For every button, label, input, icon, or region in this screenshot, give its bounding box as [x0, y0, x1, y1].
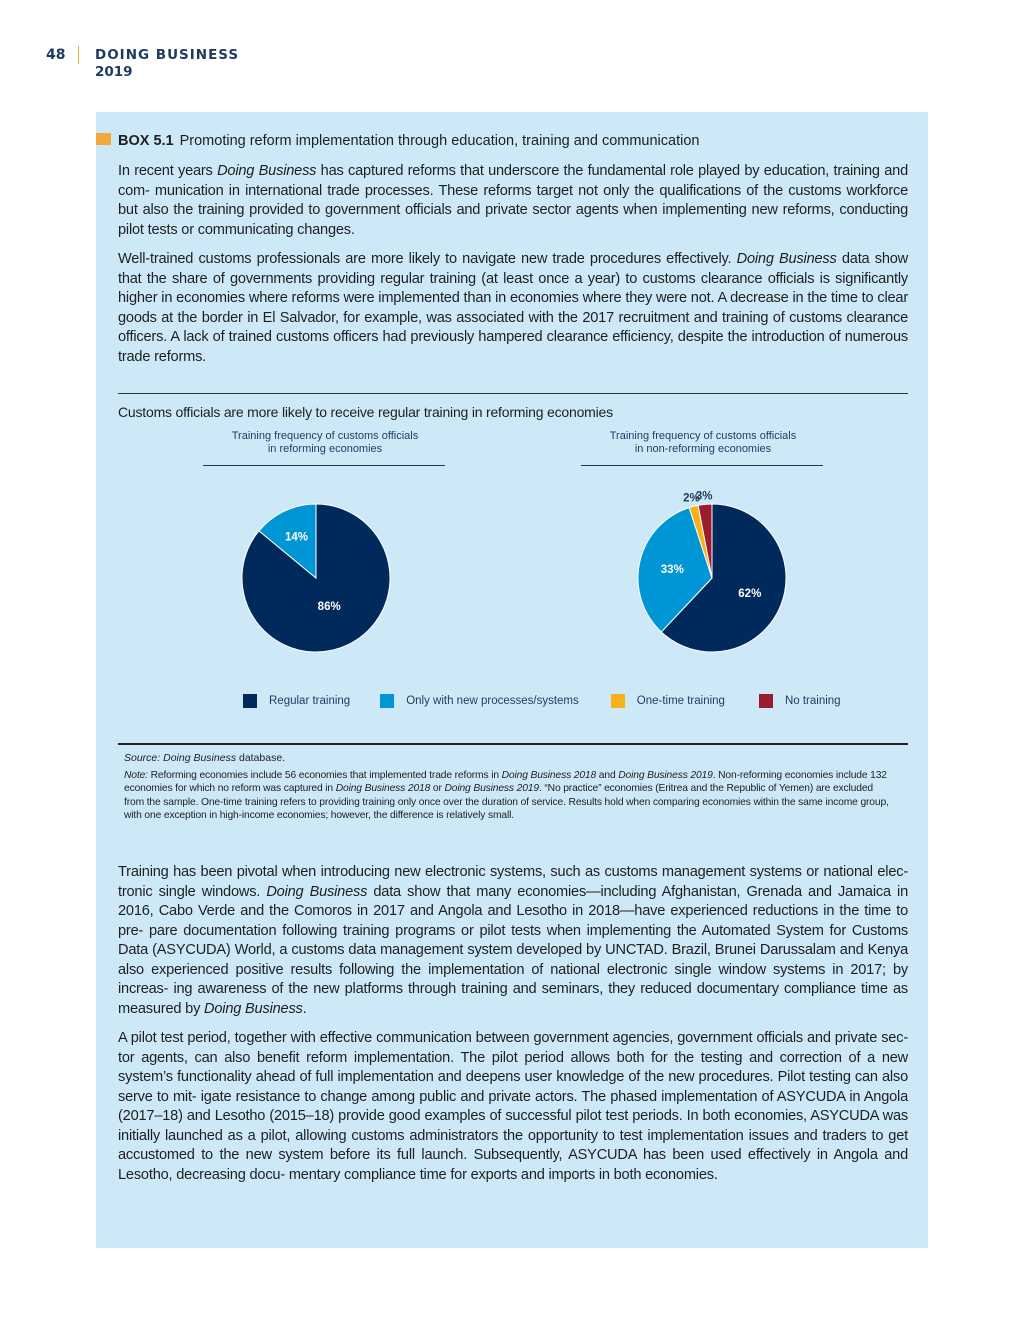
legend-item-regular-training	[243, 694, 350, 708]
figure-note	[124, 769, 890, 823]
figure-title: Customs officials are more likely to receive regular training in reforming economies	[118, 404, 613, 420]
note-label: Note:	[124, 770, 148, 781]
legend-label-one-time: One-time training	[636, 695, 725, 707]
publication-title: DOING BUSINESS	[95, 47, 240, 63]
legend-item-new-processes	[380, 694, 579, 708]
legend-item-one-time	[611, 694, 725, 708]
note-text-i: . “No practice” economies (Eritrea and the Republic of Yemen) are excluded from the sample. One-time training refers to providing training only once over the duration of service. Results hold when comparing economies within the same income group, with one exception in high-income economies; however, the difference is relatively small.	[124, 783, 889, 822]
paragraph-1	[118, 162, 908, 240]
paragraph-3-italic-2: Doing Business	[204, 1000, 303, 1017]
pie-2-caption-line-1: Training frequency of customs officials	[609, 430, 797, 442]
paragraph-2-text-a: Well-trained customs professionals are more likely to navigate new trade procedures effectively.	[118, 251, 737, 267]
legend-swatch-no-training	[759, 694, 773, 708]
legend-item-no-training	[759, 694, 841, 708]
source-label: Source:	[124, 752, 161, 764]
box-marker	[96, 133, 111, 145]
chart-legend	[243, 694, 841, 708]
box-label: BOX 5.1	[118, 133, 174, 149]
note-text-c: and	[596, 770, 619, 781]
pie-label-regular-training: 62%	[738, 588, 762, 600]
pie-label-no-training: 3%	[695, 490, 713, 503]
paragraph-1-text-a: In recent years	[118, 163, 218, 179]
pie-label-regular-training: 86%	[317, 601, 341, 614]
pie-2-caption	[582, 430, 824, 456]
page-header	[46, 46, 239, 81]
page-number: 48	[46, 47, 66, 63]
note-text-d: Doing Business 2019	[618, 770, 713, 781]
paragraph-2-text-c: data show that the share of governments providing regular training (at least once a year) to customs clearance officials is significantly higher in economies where reforms were implemented than in economies where they were not. A decrease in the time to clear goods at the border in El Salvador, for example, was associated with the 2017 recruitment and training of customs clearance officers. A lack of trained customs officers had previously hampered clearance efficiency, despite the introduction of numerous trade reforms.	[118, 251, 908, 365]
paragraph-1-text-c: has captured reforms that underscore the fundamental role played by education, training and com- munication in international trade processes. These reforms target not only the qualifications of the customs workforce but also the training provided to government officials and private sector agents when implementing new reforms, conducting pilot tests or communicating changes.	[118, 163, 908, 238]
pie-chart-reforming	[242, 504, 390, 652]
paragraph-3	[118, 863, 908, 1019]
figure-bottom-rule	[118, 743, 908, 745]
source-rest: database.	[236, 752, 286, 764]
pie-1-caption-rule	[203, 465, 445, 466]
note-text-g: or	[430, 783, 445, 795]
pie-label-only-with-new-processes-systems: 33%	[660, 564, 684, 577]
legend-label-regular: Regular training	[269, 695, 351, 707]
pie-1-caption-line-1: Training frequency of customs officials	[231, 430, 419, 442]
legend-label-no-training: No training	[784, 695, 841, 707]
note-text-a: Reforming economies include 56 economies that implemented trade reforms in	[147, 770, 502, 781]
legend-label-new-processes: Only with new processes/systems	[406, 695, 579, 707]
note-text-e: . Non-reforming economies include 132 economies for which no reform was captured in	[124, 770, 887, 795]
pie-charts	[96, 470, 928, 680]
paragraph-3-text-c: data show that many economies—including Afghanistan, Grenada and Jamaica in 2016, Cabo Verde and the Comoros in 2017 and Angola and Lesotho in 2018—have experienced reductions in the time to pre- pare documentation following training programs or pilot tests when implementing the Automated System for Customs Data (ASYCUDA) World, a customs data management system developed by UNCTAD. Brazil, Brunei Darussalam and Kenya also experienced positive results following the implementation of national electronic single window systems in 2017; by increas- ing awareness of the new platforms through training and seminars, they reduced documentary compliance time as measured by	[118, 883, 909, 1017]
note-text-h: Doing Business 2019	[444, 783, 539, 795]
box-heading: Promoting reform implementation through education, training and communication	[179, 133, 700, 149]
paragraph-4: A pilot test period, together with effective communication between government agencies, government officials and private sec- tor agents, can also benefit reform implementation. The pilot period allows both for the testing and correction of a new system’s functionality ahead of full implementation and deepens user knowledge of the new procedures. Pilot testing can also serve to mit- igate resistance to change among public and private actors. The phased implementation of ASYCUDA in Angola (2017–18) and Lesotho (2015–18) provide good examples of successful pilot test periods. In both economies, ASYCUDA was initially launched as a pilot, allowing customs administrators the opportunity to test implementation issues and traders to get accustomed to the new system before its full launch. Subsequently, ASYCUDA has been used effectively in Angola and Lesotho, decreasing docu- mentary compliance time for exports and imports in both economies.	[118, 1030, 908, 1183]
box-title	[118, 133, 699, 149]
legend-swatch-regular	[243, 694, 257, 708]
paragraph-3-italic-1: Doing Business	[266, 883, 368, 900]
paragraph-2-italic: Doing Business	[736, 251, 837, 267]
pie-1-caption-line-2: in reforming economies	[267, 443, 383, 455]
figure-top-rule	[118, 393, 908, 394]
running-head	[95, 46, 239, 81]
pie-label-only-with-new-processes-systems: 14%	[284, 531, 309, 544]
note-text-f: Doing Business 2018	[335, 783, 431, 795]
legend-swatch-new-processes	[380, 694, 394, 708]
paragraph-3-text-e: .	[302, 1000, 307, 1017]
legend-swatch-one-time	[611, 694, 625, 708]
paragraph-3-text-a: Training has been pivotal when introducing new electronic systems, such as customs management systems or national elec- tronic single windows.	[118, 864, 908, 900]
pie-chart-non-reforming	[638, 490, 786, 652]
pie-1-caption	[204, 430, 446, 456]
paragraph-2	[118, 250, 908, 367]
figure-source	[124, 752, 285, 764]
pie-label-one-time-training: 2%	[683, 492, 700, 505]
source-italic: Doing Business	[163, 752, 237, 764]
pie-2-caption-line-2: in non-reforming economies	[634, 443, 772, 455]
publication-year: 2019	[95, 64, 133, 80]
paragraph-1-italic: Doing Business	[217, 163, 317, 179]
note-text-b: Doing Business 2018	[501, 770, 597, 781]
header-divider	[78, 46, 79, 64]
pie-2-caption-rule	[581, 465, 823, 466]
